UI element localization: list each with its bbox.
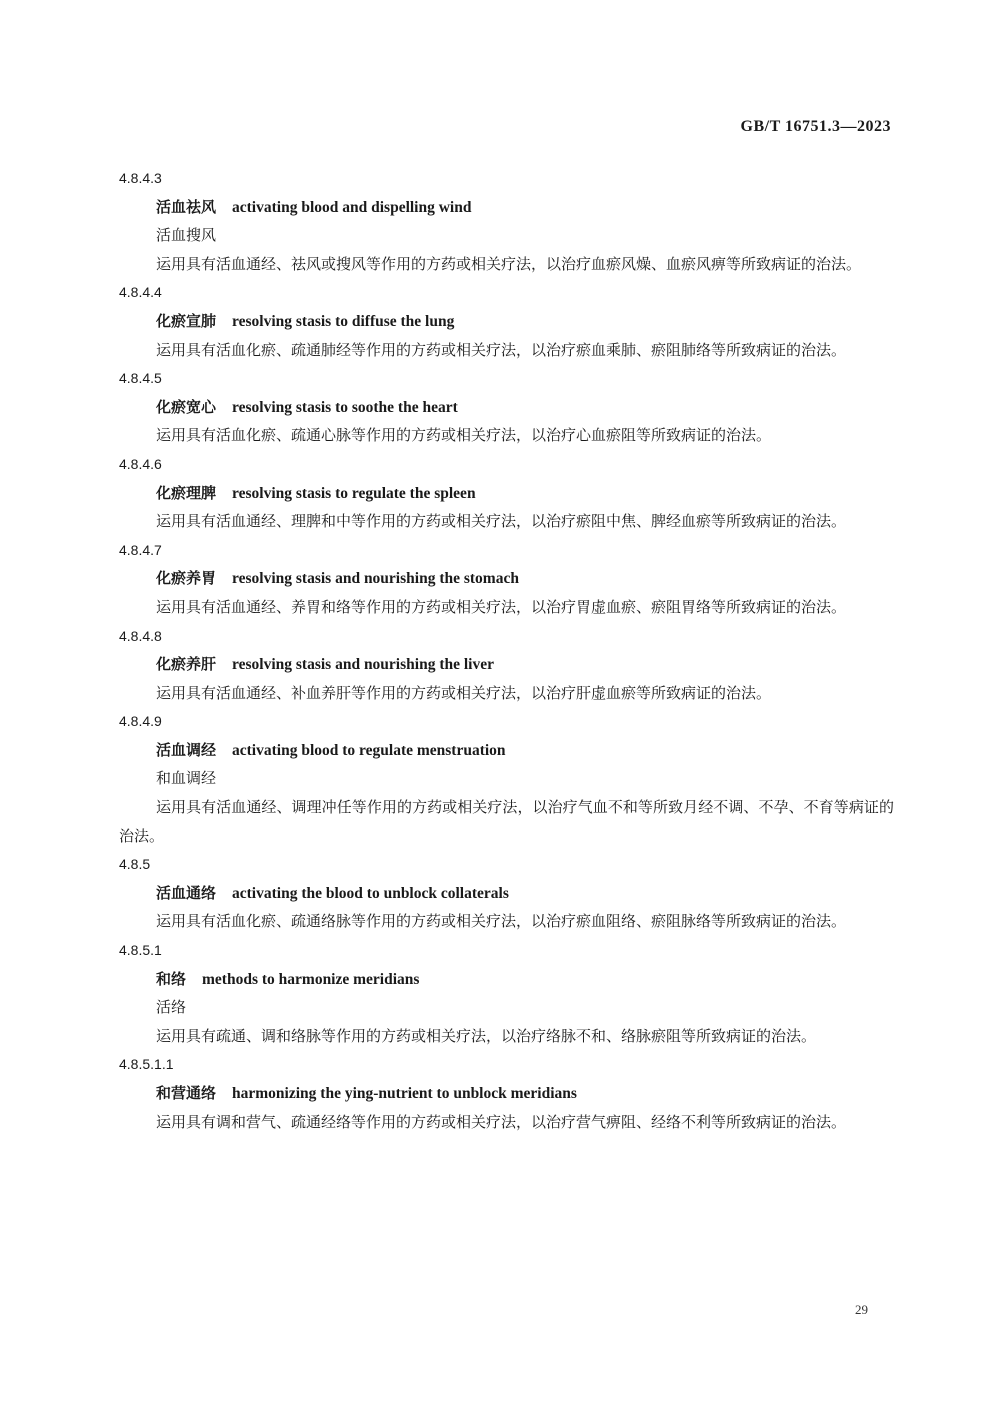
term-definition: 运用具有调和营气、疏通经络等作用的方药或相关疗法，以治疗营气痹阻、经络不利等所致病证的治法。	[156, 1112, 847, 1131]
term-entry	[119, 936, 894, 1050]
term-entry	[119, 278, 894, 364]
english-term: activating blood to regulate menstruation	[232, 741, 506, 759]
term-definition: 运用具有活血通经、调理冲任等作用的方药或相关疗法，以治疗气血不和等所致月经不调、不孕、不育等病证的治法。	[119, 798, 894, 845]
clause-number: 4.8.4.5	[119, 370, 162, 387]
term-heading	[119, 307, 894, 336]
synonym-term: 活血搜风	[156, 226, 217, 245]
term-entry	[119, 1050, 894, 1136]
english-term: resolving stasis to diffuse the lung	[232, 312, 455, 330]
page-number: 29	[855, 1302, 868, 1317]
term-heading	[119, 965, 894, 994]
clause-number: 4.8.5	[119, 856, 151, 873]
chinese-term: 化瘀宽心	[156, 397, 217, 416]
term-entry	[119, 450, 894, 536]
term-entry	[119, 364, 894, 450]
english-term: activating blood and dispelling wind	[232, 198, 472, 216]
clause-number: 4.8.5.1	[119, 942, 162, 959]
chinese-term: 和营通络	[156, 1084, 217, 1102]
chinese-term: 化瘀养胃	[156, 569, 217, 588]
term-entry	[119, 707, 894, 850]
term-definition: 运用具有活血通经、补血养肝等作用的方药或相关疗法，以治疗肝虚血瘀等所致病证的治法。	[156, 683, 772, 702]
term-definition: 运用具有活血化瘀、疏通心脉等作用的方药或相关疗法，以治疗心血瘀阻等所致病证的治法。	[156, 426, 772, 445]
standard-code-header: GB/T 16751.3—2023	[740, 118, 891, 135]
term-heading	[119, 479, 894, 508]
term-heading	[119, 193, 894, 222]
chinese-term: 化瘀养肝	[156, 655, 217, 674]
clause-number: 4.8.4.6	[119, 455, 162, 472]
chinese-term: 化瘀宣肺	[156, 311, 217, 330]
english-term: methods to harmonize meridians	[202, 970, 420, 988]
term-entry	[119, 164, 894, 278]
chinese-term: 和络	[156, 969, 187, 988]
english-term: resolving stasis and nourishing the stomach	[232, 570, 519, 588]
term-definition: 运用具有疏通、调和络脉等作用的方药或相关疗法，以治疗络脉不和、络脉瘀阻等所致病证的治法。	[156, 1026, 817, 1045]
term-heading	[119, 650, 894, 679]
chinese-term: 活血调经	[156, 740, 217, 759]
clause-number: 4.8.4.7	[119, 541, 162, 558]
clause-number: 4.8.4.8	[119, 627, 162, 644]
term-heading	[119, 736, 894, 765]
chinese-term: 活血通络	[156, 883, 217, 902]
chinese-term: 活血祛风	[156, 197, 217, 216]
english-term: resolving stasis to regulate the spleen	[232, 484, 476, 502]
clause-number: 4.8.4.3	[119, 170, 162, 186]
term-definition: 运用具有活血化瘀、疏通肺经等作用的方药或相关疗法，以治疗瘀血乘肺、瘀阻肺络等所致病证的治法。	[156, 340, 847, 359]
term-entry	[119, 536, 894, 622]
clause-number: 4.8.5.1.1	[119, 1056, 174, 1073]
term-definition: 运用具有活血通经、祛风或搜风等作用的方药或相关疗法，以治疗血瘀风燥、血瘀风痹等所致病证的治法。	[156, 254, 862, 273]
term-definition: 运用具有活血化瘀、疏通络脉等作用的方药或相关疗法，以治疗瘀血阻络、瘀阻脉络等所致病证的治法。	[156, 912, 847, 931]
document-body	[119, 164, 894, 1136]
synonym-term: 和血调经	[156, 769, 217, 788]
term-heading	[119, 1079, 894, 1108]
term-heading	[119, 393, 894, 422]
clause-number: 4.8.4.9	[119, 713, 162, 730]
chinese-term: 化瘀理脾	[156, 483, 217, 502]
clause-number: 4.8.4.4	[119, 284, 162, 301]
synonym-term: 活络	[156, 998, 187, 1017]
english-term: activating the blood to unblock collaterals	[232, 884, 509, 902]
english-term: resolving stasis and nourishing the liver	[232, 656, 494, 674]
term-entry	[119, 622, 894, 708]
term-heading	[119, 564, 894, 593]
term-definition: 运用具有活血通经、理脾和中等作用的方药或相关疗法，以治疗瘀阻中焦、脾经血瘀等所致病证的治法。	[156, 512, 847, 531]
english-term: resolving stasis to soothe the heart	[232, 398, 458, 416]
english-term: harmonizing the ying-nutrient to unblock meridians	[232, 1085, 577, 1102]
term-heading	[119, 879, 894, 908]
term-entry	[119, 850, 894, 936]
term-definition: 运用具有活血通经、养胃和络等作用的方药或相关疗法，以治疗胃虚血瘀、瘀阻胃络等所致病证的治法。	[156, 597, 847, 616]
